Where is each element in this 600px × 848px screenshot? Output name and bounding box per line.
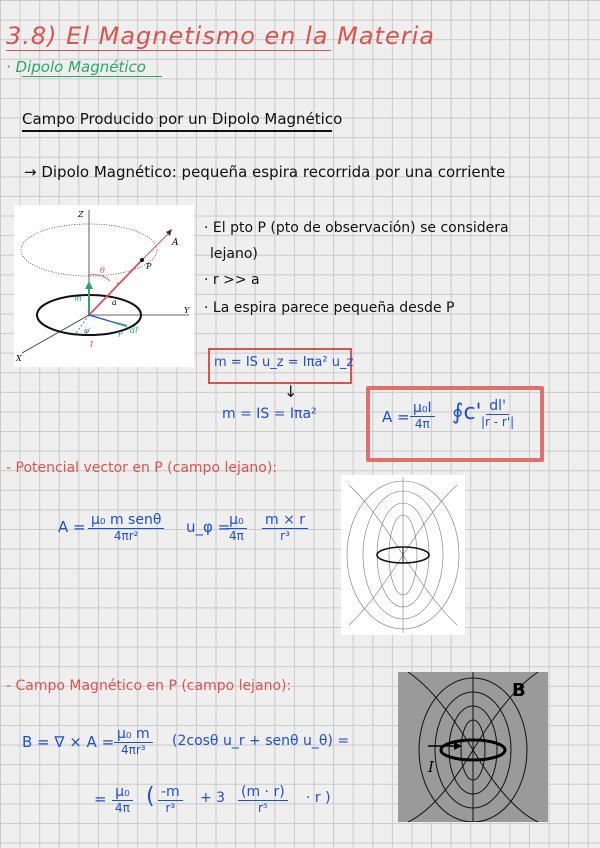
B2-close: · r ) (306, 790, 331, 806)
page-title: 3.8) El Magnetismo en la Materia (6, 22, 435, 50)
A-lhs: A = (382, 408, 410, 426)
A-int-den: |r - r'| (481, 415, 515, 429)
I-label: I (428, 758, 434, 776)
A-far-lhs: A = (58, 518, 86, 536)
B2-open-paren: ( (146, 784, 155, 809)
A-far-num2: μ₀ (226, 512, 247, 529)
title-underline (6, 50, 331, 51)
svg-text:Z: Z (78, 210, 84, 219)
B-num1: μ₀ m (114, 726, 153, 743)
A-coef-den: 4π (414, 417, 430, 431)
A-far-frac2 (226, 512, 247, 543)
subtitle-underline (22, 76, 162, 77)
svg-text:φ': φ' (84, 327, 91, 335)
svg-text:X: X (16, 354, 22, 363)
A-int-frac (478, 398, 517, 429)
B2-eq: = (94, 790, 107, 808)
A-far-frac1 (88, 512, 164, 543)
svg-text:θ: θ (100, 266, 105, 275)
closed-integral: ∮c' (452, 400, 482, 425)
dipole-field-figure (341, 475, 465, 635)
A-int-num: dl' (486, 398, 509, 415)
svg-text:dl': dl' (130, 326, 140, 335)
A-far-frac3 (262, 512, 308, 543)
svg-text:Y: Y (184, 306, 190, 315)
A-far-num1: μ₀ m senθ (88, 512, 164, 529)
potential-heading: - Potencial vector en P (campo lejano): (6, 460, 278, 476)
B2-plus: + 3 (200, 790, 226, 806)
section-heading: Campo Producido por un Dipolo Magnético (22, 110, 343, 128)
bullet-lejano: lejano) (210, 246, 258, 262)
B2-coef-den: 4π (115, 801, 130, 815)
bullet-observation: · El pto P (pto de observación) se considera (204, 220, 509, 236)
A-far-den1: 4πr² (113, 529, 139, 543)
bullet-espira-pequena: · La espira parece pequeña desde P (204, 300, 455, 316)
svg-text:P: P (146, 262, 152, 271)
B-label: B (512, 680, 526, 701)
A-coef-num: μ₀I (410, 400, 435, 417)
subtitle: · Dipolo Magnético (6, 58, 146, 76)
B2-coef-frac (112, 784, 133, 815)
B-field-svg (398, 672, 548, 822)
B2-term2-num: (m · r) (238, 784, 288, 801)
A-far-den2: 4π (229, 529, 244, 543)
field-lines-svg (341, 475, 465, 635)
B2-term1-den: r³ (165, 801, 176, 815)
section-heading-underline (22, 130, 332, 132)
B-curl-lhs: B = ∇ × A = (22, 733, 115, 751)
B2-coef-num: μ₀ (112, 784, 133, 801)
svg-text:r: r (116, 280, 120, 289)
m-vector-eq: m = IS u_z = Iπa² u_z (214, 355, 354, 370)
svg-text:A: A (172, 238, 179, 248)
B-den1: 4πr³ (121, 743, 146, 757)
bullet-r-gg-a: · r >> a (204, 272, 260, 288)
svg-text:m: m (74, 294, 82, 303)
dipole-definition: → Dipolo Magnético: pequeña espira recorrida por una corriente (24, 163, 506, 181)
B2-term2-frac (238, 784, 288, 815)
svg-text:a: a (112, 298, 117, 307)
B-frac1 (114, 726, 153, 757)
down-arrow: ↓ (284, 382, 298, 401)
A-far-den3: r³ (280, 529, 290, 543)
svg-text:I: I (90, 340, 94, 349)
m-magnitude-eq: m = IS = Iπa² (222, 406, 317, 422)
dipole-diagram (14, 205, 194, 367)
dipole-svg (14, 205, 194, 367)
svg-text:r': r' (118, 331, 124, 339)
B-field-figure (398, 672, 548, 822)
B2-term2-den: r⁵ (257, 801, 268, 815)
A-coef-frac (410, 400, 435, 431)
magnetic-field-heading: - Campo Magnético en P (campo lejano): (6, 678, 292, 694)
A-far-num3: m × r (262, 512, 308, 529)
u-phi: u_φ = (186, 518, 231, 536)
B2-term1-frac (158, 784, 183, 815)
B2-term1-num: -m (158, 784, 183, 801)
B-paren: (2cosθ u_r + senθ u_θ) = (172, 733, 350, 749)
